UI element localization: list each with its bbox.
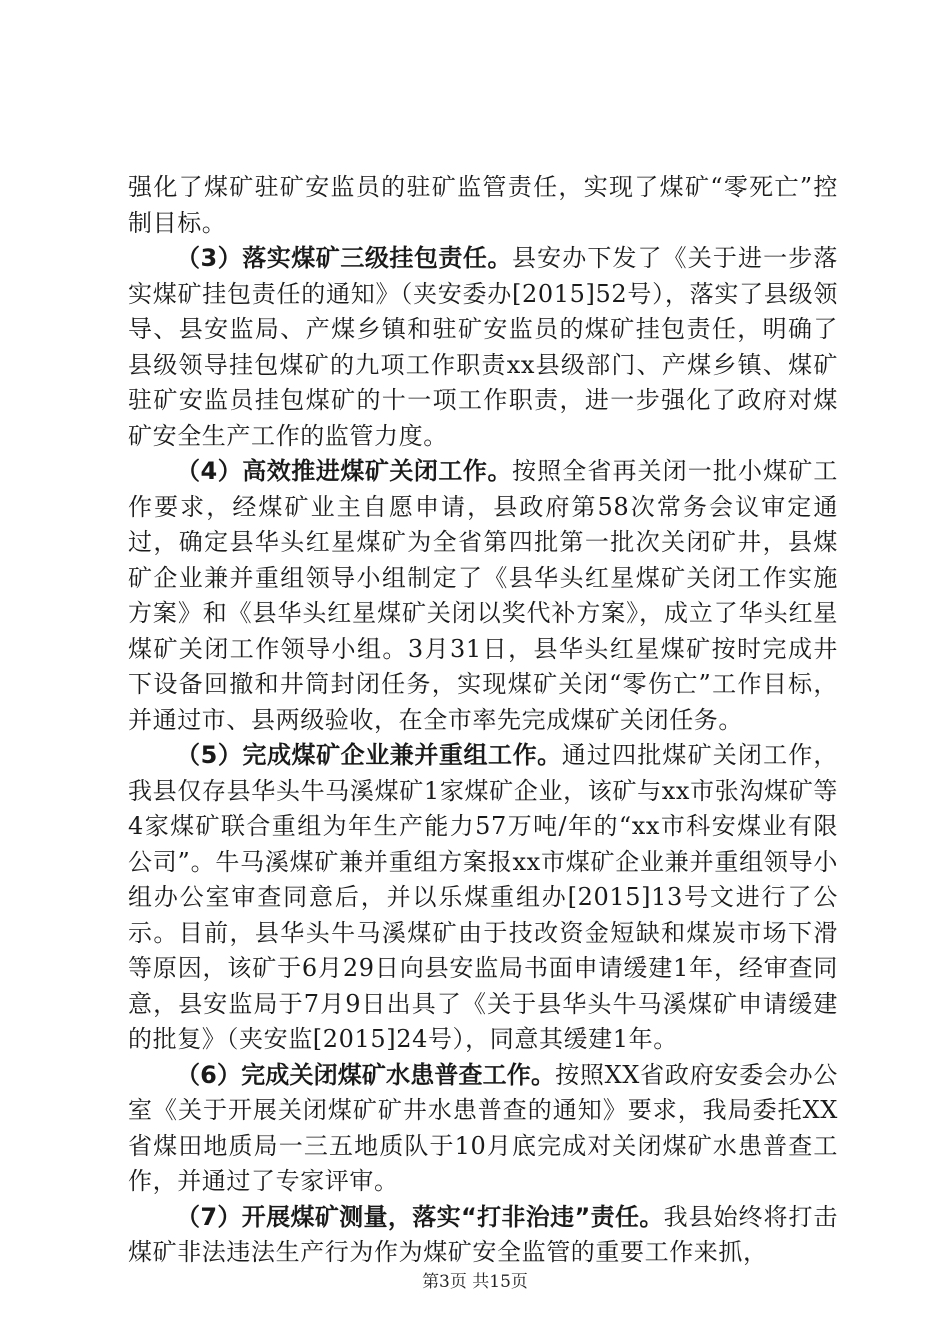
paragraph-text: 通过四批煤矿关闭工作，我县仅存县华头牛马溪煤矿1家煤矿企业，该矿与xx市张沟煤矿等4家煤矿联合重组为年生产能力57万吨/年的“xx市科安煤业有限公司”。牛马溪煤矿兼并重组方案报xx市煤矿企业兼并重组领导小组办公室审查同意后，并以乐煤重组办[2015]13号文进行了公示。目前，县华头牛马溪煤矿由于技改资金短缺和煤炭市场下滑等原因，该矿于6月29日向县安监局书面申请缓建1年，经审查同意，县安监局于7月9日出具了《关于县华头牛马溪煤矿申请缓建的批复》（夹安监[2015]24号），同意其缓建1年。 bbox=[128, 741, 838, 1053]
paragraph-text: 按照全省再关闭一批小煤矿工作要求，经煤矿业主自愿申请，县政府第58次常务会议审定通过，确定县华头红星煤矿为全省第四批第一批次关闭矿井，县煤矿企业兼并重组领导小组制定了《县华头红星煤矿关闭工作实施方案》和《县华头红星煤矿关闭以奖代补方案》，成立了华头红星煤矿关闭工作领导小组。3月31日，县华头红星煤矿按时完成井下设备回撤和井筒封闭任务，实现煤矿关闭“零伤亡”工作目标，并通过市、县两级验收，在全市率先完成煤矿关闭任务。 bbox=[128, 457, 838, 734]
paragraph-text: 强化了煤矿驻矿安监员的驻矿监管责任，实现了煤矿“零死亡”控制目标。 bbox=[128, 173, 838, 237]
paragraph-text: 按照XX省政府安委会办公室《关于开展关闭煤矿矿井水患普查的通知》要求，我局委托XX省煤田地质局一三五地质队于10月底完成对关闭煤矿水患普查工作，并通过了专家评审。 bbox=[128, 1060, 839, 1195]
paragraph-heading: （3）落实煤矿三级挂包责任。 bbox=[176, 244, 512, 272]
paragraph-heading: （4）高效推进煤矿关闭工作。 bbox=[176, 457, 512, 485]
paragraph-7 bbox=[128, 1200, 838, 1271]
paragraph-4 bbox=[128, 454, 838, 738]
paragraph-3 bbox=[128, 241, 838, 454]
document-body bbox=[128, 170, 838, 1271]
page-number-footer: 第3页 共15页 bbox=[422, 1272, 528, 1292]
paragraph-text: 县安办下发了《关于进一步落实煤矿挂包责任的通知》（夹安委办[2015]52号），落实了县级领导、县安监局、产煤乡镇和驻矿安监员的煤矿挂包责任，明确了县级领导挂包煤矿的九项工作职责xx县级部门、产煤乡镇、煤矿驻矿安监员挂包煤矿的十一项工作职责，进一步强化了政府对煤矿安全生产工作的监管力度。 bbox=[128, 244, 838, 450]
paragraph-continuation bbox=[128, 170, 838, 241]
paragraph-heading: （6）完成关闭煤矿水患普查工作。 bbox=[176, 1060, 556, 1089]
paragraph-heading: （5）完成煤矿企业兼并重组工作。 bbox=[176, 741, 562, 769]
paragraph-heading: （7）开展煤矿测量，落实“打非治违”责任。 bbox=[176, 1202, 664, 1231]
paragraph-text: 我县始终将打击煤矿非法违法生产行为作为煤矿安全监管的重要工作来抓， bbox=[128, 1202, 838, 1266]
paragraph-6 bbox=[128, 1058, 838, 1200]
paragraph-5 bbox=[128, 738, 838, 1058]
